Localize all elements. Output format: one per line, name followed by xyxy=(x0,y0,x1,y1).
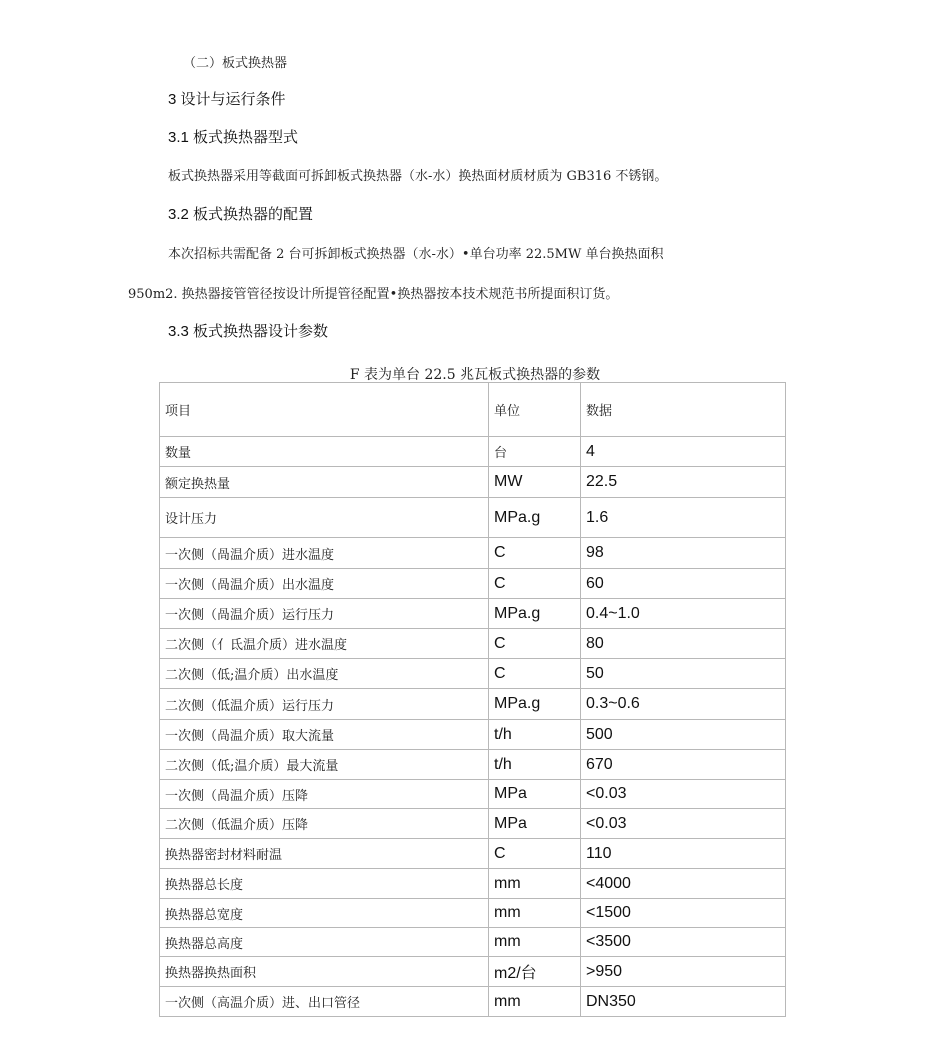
table-row xyxy=(160,869,786,899)
row-value: 22.5 xyxy=(581,467,786,498)
table-row xyxy=(160,928,786,957)
row-unit: C xyxy=(489,659,581,689)
row-item: 二次侧（低;温介质）最大流量 xyxy=(160,750,489,780)
row-unit: MPa.g xyxy=(489,599,581,629)
row-unit: MPa xyxy=(489,809,581,839)
table-row xyxy=(160,839,786,869)
table-row xyxy=(160,809,786,839)
parameter-table xyxy=(159,382,786,1017)
table-row xyxy=(160,629,786,659)
table-row xyxy=(160,750,786,780)
row-item: 换热器换热面积 xyxy=(160,957,489,987)
row-value: 98 xyxy=(581,538,786,569)
row-unit: MPa xyxy=(489,780,581,809)
table-row xyxy=(160,498,786,538)
row-item: 一次侧（咼温介质）进水温度 xyxy=(160,538,489,569)
row-value: 4 xyxy=(581,437,786,467)
row-value: DN350 xyxy=(581,987,786,1017)
row-item: 一次侧（咼温介质）压降 xyxy=(160,780,489,809)
row-item: 换热器总高度 xyxy=(160,928,489,957)
row-unit: t/h xyxy=(489,750,581,780)
row-item: 二次侧（低;温介质）出水温度 xyxy=(160,659,489,689)
row-value: 60 xyxy=(581,569,786,599)
row-value: 500 xyxy=(581,720,786,750)
row-unit: MPa.g xyxy=(489,689,581,720)
heading-3: 3 设计与运行条件 xyxy=(168,91,286,108)
heading-3-3: 3.3 板式换热器设计参数 xyxy=(168,323,329,340)
row-unit: t/h xyxy=(489,720,581,750)
row-value: 0.4~1.0 xyxy=(581,599,786,629)
row-item: 换热器总长度 xyxy=(160,869,489,899)
row-unit: mm xyxy=(489,987,581,1017)
row-item: 一次侧（咼温介质）出水温度 xyxy=(160,569,489,599)
table-row xyxy=(160,899,786,928)
row-value: <1500 xyxy=(581,899,786,928)
row-unit: C xyxy=(489,839,581,869)
row-unit: m2/台 xyxy=(489,957,581,987)
table-row xyxy=(160,987,786,1017)
row-item: 数量 xyxy=(160,437,489,467)
row-unit: C xyxy=(489,569,581,599)
table-row xyxy=(160,538,786,569)
section-heading: （二）板式换热器 xyxy=(183,56,288,71)
table-caption: F 表为单台 22.5 兆瓦板式换热器的参数 xyxy=(349,367,601,383)
table-row xyxy=(160,467,786,498)
row-value: >950 xyxy=(581,957,786,987)
row-item: 二次侧（低温介质）运行压力 xyxy=(160,689,489,720)
heading-3-1: 3.1 板式换热器型式 xyxy=(168,129,299,146)
row-unit: mm xyxy=(489,899,581,928)
row-item: 二次侧（亻氐温介质）进水温度 xyxy=(160,629,489,659)
row-value: 50 xyxy=(581,659,786,689)
table-row xyxy=(160,689,786,720)
row-value: 1.6 xyxy=(581,498,786,538)
row-value: <3500 xyxy=(581,928,786,957)
row-item: 二次侧（低温介质）压降 xyxy=(160,809,489,839)
table-row xyxy=(160,780,786,809)
row-value: 670 xyxy=(581,750,786,780)
table-row xyxy=(160,569,786,599)
table-row xyxy=(160,437,786,467)
row-value: 0.3~0.6 xyxy=(581,689,786,720)
row-value: 110 xyxy=(581,839,786,869)
row-unit: mm xyxy=(489,869,581,899)
row-unit: 台 xyxy=(489,437,581,467)
row-unit: mm xyxy=(489,928,581,957)
row-item: 换热器密封材料耐温 xyxy=(160,839,489,869)
header-item: 项目 xyxy=(160,383,489,437)
row-item: 额定换热量 xyxy=(160,467,489,498)
row-item: 一次侧（咼温介质）取大流量 xyxy=(160,720,489,750)
table-row xyxy=(160,720,786,750)
row-value: <4000 xyxy=(581,869,786,899)
table-row xyxy=(160,659,786,689)
paragraph-2-line-1: 本次招标共需配备 2 台可拆卸板式换热器（水-水）•单台功率 22.5MW 单台换热面积 xyxy=(168,247,664,262)
row-value: <0.03 xyxy=(581,809,786,839)
row-item: 一次侧（高温介质）进、出口管径 xyxy=(160,987,489,1017)
row-value: <0.03 xyxy=(581,780,786,809)
paragraph-1: 板式换热器采用等截面可拆卸板式换热器（水-水）换热面材质材质为 GB316 不锈钢。 xyxy=(168,169,668,184)
row-unit: C xyxy=(489,629,581,659)
heading-3-2: 3.2 板式换热器的配置 xyxy=(168,206,314,223)
header-data: 数据 xyxy=(581,383,786,437)
row-unit: MW xyxy=(489,467,581,498)
header-unit: 单位 xyxy=(489,383,581,437)
row-unit: C xyxy=(489,538,581,569)
row-item: 一次侧（咼温介质）运行压力 xyxy=(160,599,489,629)
row-unit: MPa.g xyxy=(489,498,581,538)
row-item: 换热器总宽度 xyxy=(160,899,489,928)
row-item: 设计压力 xyxy=(160,498,489,538)
table-row xyxy=(160,599,786,629)
paragraph-2-line-2: 950m2. 换热器接管管径按设计所提管径配置•换热器按本技术规范书所提面积订货。 xyxy=(128,287,619,302)
table-row xyxy=(160,957,786,987)
table-header-row xyxy=(160,383,786,437)
row-value: 80 xyxy=(581,629,786,659)
